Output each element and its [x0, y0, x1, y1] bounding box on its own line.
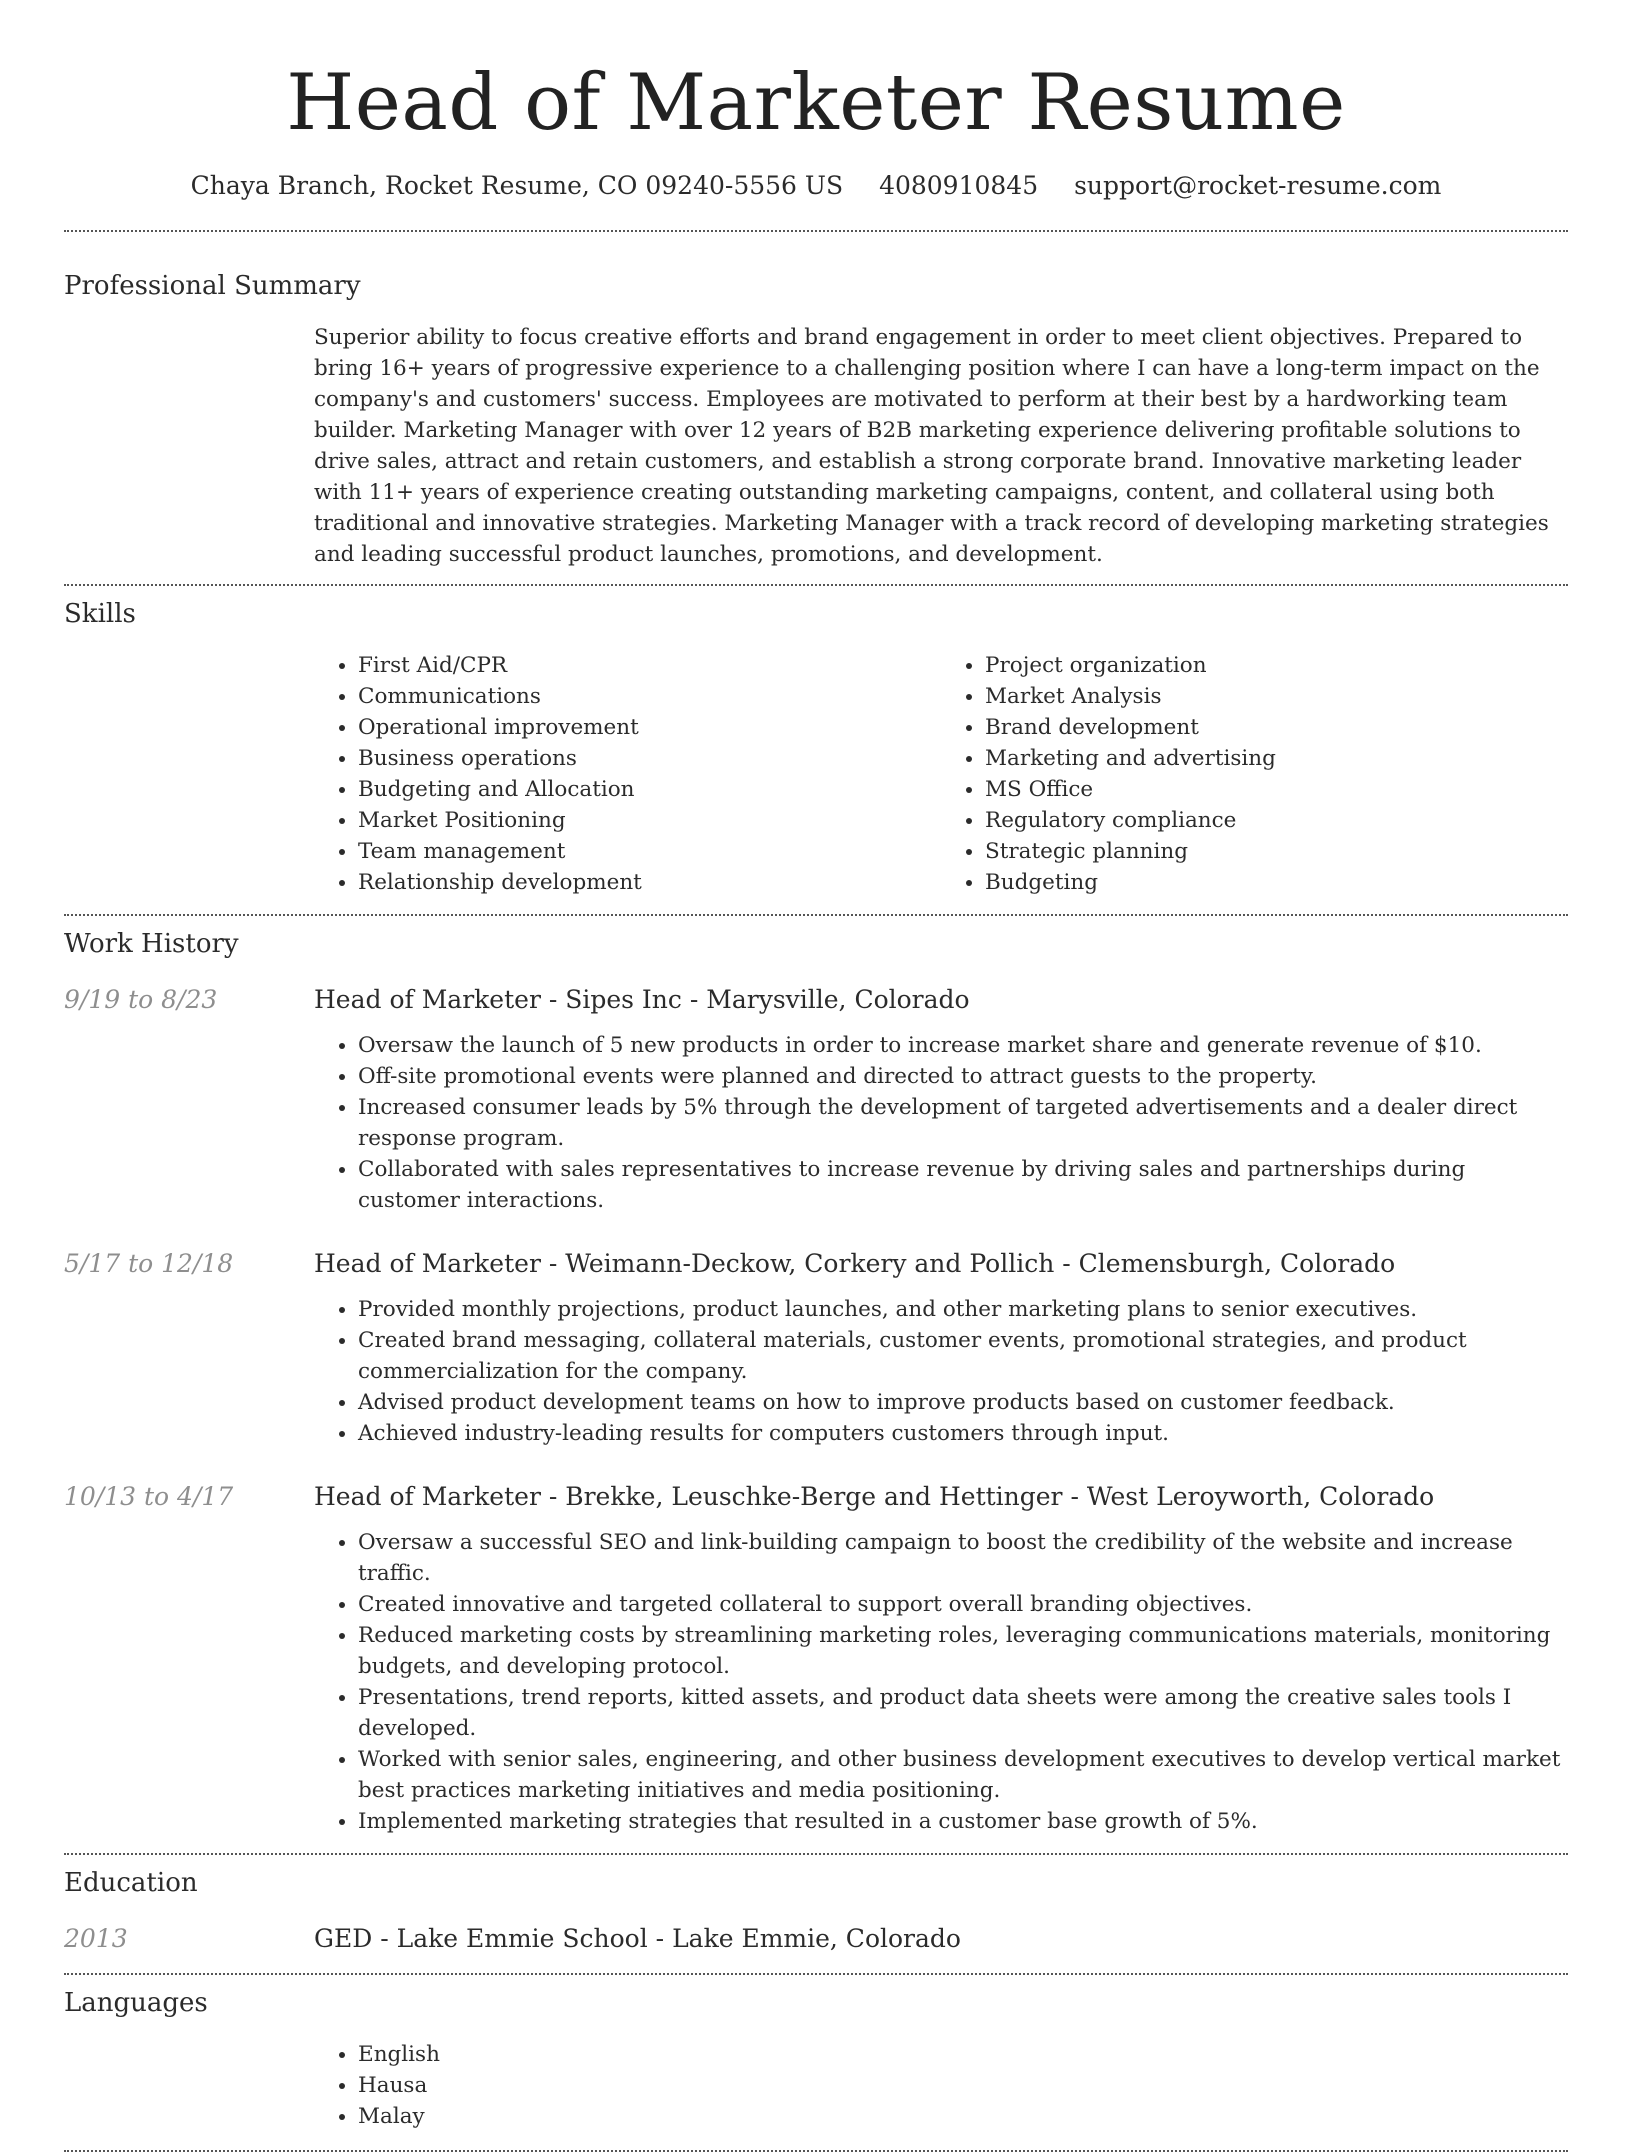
skills-heading: Skills: [64, 599, 136, 629]
education-entry: [64, 1921, 1568, 1957]
job-bullet: • Oversaw the launch of 5 new products in order to increase market share and generate revenue of $10.: [358, 1030, 1568, 1061]
job-entry: [64, 1246, 1568, 1449]
section-divider: [64, 1973, 1568, 1975]
job-bullets: [314, 1527, 1568, 1837]
section-divider: [64, 584, 1568, 586]
skill-item: • Regulatory compliance: [985, 805, 1568, 836]
languages-heading: Languages: [64, 1988, 208, 2018]
skill-item: • Communications: [358, 681, 941, 712]
contact-line: [64, 168, 1568, 204]
job-entry: [64, 982, 1568, 1216]
job-date: 10/13 to 4/17: [64, 1482, 234, 1511]
skill-item: • First Aid/CPR: [358, 650, 941, 681]
job-title: Head of Marketer - Brekke, Leuschke-Berge and Hettinger - West Leroyworth, Colorado: [314, 1482, 1435, 1511]
section-divider: [64, 1853, 1568, 1855]
section-divider: [64, 914, 1568, 916]
job-details: [314, 1030, 1568, 1216]
skill-item: • Operational improvement: [358, 712, 941, 743]
job-header: [64, 1479, 1568, 1515]
job-bullet: • Presentations, trend reports, kitted assets, and product data sheets were among the creative sales tools I developed.: [358, 1682, 1568, 1744]
job-bullet: • Implemented marketing strategies that resulted in a customer base growth of 5%.: [358, 1806, 1568, 1837]
job-entry: [64, 1479, 1568, 1837]
work-history-section: [64, 926, 1568, 1837]
job-bullet: • Collaborated with sales representatives to increase revenue by driving sales and partnerships during customer interactions.: [358, 1154, 1568, 1216]
language-item: • English: [358, 2039, 1568, 2070]
skill-item: • MS Office: [985, 774, 1568, 805]
job-bullet: • Provided monthly projections, product launches, and other marketing plans to senior executives.: [358, 1294, 1568, 1325]
skill-item: • Budgeting and Allocation: [358, 774, 941, 805]
skill-item: • Brand development: [985, 712, 1568, 743]
job-header: [64, 1246, 1568, 1282]
resume-page: [64, 0, 1568, 2152]
job-title: Head of Marketer - Sipes Inc - Marysville, Colorado: [314, 985, 970, 1014]
skill-item: • Strategic planning: [985, 836, 1568, 867]
language-item: • Malay: [358, 2101, 1568, 2132]
education-section: [64, 1865, 1568, 1957]
skills-list-left: [314, 650, 941, 898]
job-title: Head of Marketer - Weimann-Deckow, Corkery and Pollich - Clemensburgh, Colorado: [314, 1249, 1396, 1278]
job-bullets: [314, 1294, 1568, 1449]
education-title: GED - Lake Emmie School - Lake Emmie, Colorado: [314, 1924, 961, 1953]
skill-item: • Market Analysis: [985, 681, 1568, 712]
contact-email: support@rocket-resume.com: [1074, 171, 1442, 200]
job-details: [314, 1294, 1568, 1449]
contact-address: Chaya Branch, Rocket Resume, CO 09240-5556 US: [190, 171, 844, 200]
summary-body: [314, 322, 1568, 570]
education-heading: Education: [64, 1868, 198, 1898]
skills-grid: [314, 650, 1568, 898]
contact-phone: 4080910845: [879, 171, 1039, 200]
job-bullet: • Achieved industry-leading results for computers customers through input.: [358, 1418, 1568, 1449]
languages-list: [314, 2039, 1568, 2132]
summary-section: [64, 268, 1568, 570]
summary-heading: Professional Summary: [64, 271, 361, 301]
job-bullet: • Oversaw a successful SEO and link-building campaign to boost the credibility of the website and increase traffic.: [358, 1527, 1568, 1589]
job-date: 5/17 to 12/18: [64, 1249, 234, 1278]
job-bullet: • Off-site promotional events were planned and directed to attract guests to the property.: [358, 1061, 1568, 1092]
skill-item: • Budgeting: [985, 867, 1568, 898]
job-bullet: • Worked with senior sales, engineering, and other business development executives to develop vertical market best practices marketing initiatives and media positioning.: [358, 1744, 1568, 1806]
skill-item: • Market Positioning: [358, 805, 941, 836]
job-bullet: • Reduced marketing costs by streamlining marketing roles, leveraging communications materials, monitoring budgets, and developing protocol.: [358, 1620, 1568, 1682]
job-header: [64, 982, 1568, 1018]
section-divider: [64, 230, 1568, 232]
summary-text: Superior ability to focus creative efforts and brand engagement in order to meet client objectives. Prepared to bring 16+ years of progressive experience to a challenging position where I can have a long-term impact on the company's and customers' success. Employees are motivated to perform at their best by a hardworking team builder. Marketing Manager with over 12 years of B2B marketing experience delivering profitable solutions to drive sales, attract and retain customers, and establish a strong corporate brand. Innovative marketing leader with 11+ years of experience creating outstanding marketing campaigns, content, and collateral using both traditional and innovative strategies. Marketing Manager with a track record of developing marketing strategies and leading successful product launches, promotions, and development.: [314, 325, 1549, 567]
job-bullet: • Advised product development teams on how to improve products based on customer feedback.: [358, 1387, 1568, 1418]
languages-body: [314, 2039, 1568, 2132]
language-item: • Hausa: [358, 2070, 1568, 2101]
languages-section: [64, 1985, 1568, 2132]
work-history-heading: Work History: [64, 929, 239, 959]
education-date: 2013: [64, 1924, 128, 1953]
skills-section: [64, 596, 1568, 898]
skill-item: • Business operations: [358, 743, 941, 774]
skills-list-right: [941, 650, 1568, 898]
skill-item: • Relationship development: [358, 867, 941, 898]
job-bullets: [314, 1030, 1568, 1216]
skill-item: • Team management: [358, 836, 941, 867]
job-bullet: • Created brand messaging, collateral materials, customer events, promotional strategies, and product commercialization for the company.: [358, 1325, 1568, 1387]
skill-item: • Project organization: [985, 650, 1568, 681]
job-details: [314, 1527, 1568, 1837]
skill-item: • Marketing and advertising: [985, 743, 1568, 774]
job-date: 9/19 to 8/23: [64, 985, 218, 1014]
job-bullet: • Created innovative and targeted collateral to support overall branding objectives.: [358, 1589, 1568, 1620]
resume-title: Head of Marketer Resume: [286, 58, 1346, 148]
job-bullet: • Increased consumer leads by 5% through the development of targeted advertisements and a dealer direct response program.: [358, 1092, 1568, 1154]
